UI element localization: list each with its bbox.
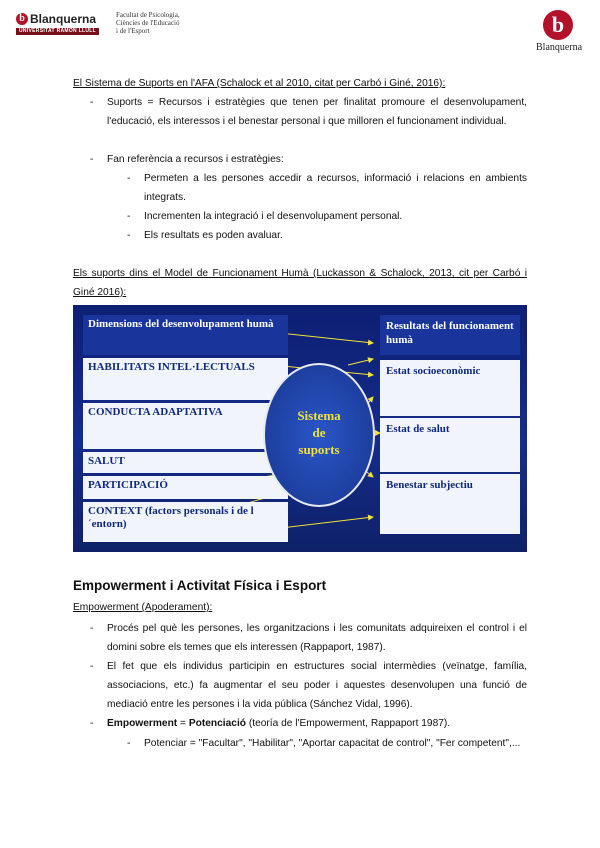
bullet-dash: - [127, 738, 131, 749]
oval-text: Sistema [297, 408, 341, 423]
section-subheading: Empowerment (Apoderament): [73, 602, 213, 613]
sub-list-item: Incrementen la integració i el desenvolupament personal. [144, 211, 403, 222]
logo-brand: Blanquerna [536, 42, 583, 53]
dimensions-header: Dimensions del desenvolupament humà [83, 315, 288, 355]
logo-brand: Blanquerna [30, 11, 97, 26]
result-box: Estat socioeconòmic [380, 360, 520, 416]
section-heading: El Sistema de Suports en l'AFA (Schalock et al 2010, citat per Carbó i Giné, 2016): [73, 78, 446, 89]
results-header: Resultats del funcionament humà [380, 315, 520, 355]
human-functioning-model-figure [73, 305, 527, 552]
section-heading: Els suports dins el Model de Funcionament Humà (Luckasson & Schalock, 2013, cit per Carbó i Giné 2016): [73, 268, 527, 298]
bullet-dash: - [90, 154, 94, 165]
oval-text: de [312, 425, 326, 440]
university-bar: UNIVERSITAT RAMON LLULL [16, 28, 99, 35]
bullet-dash: - [127, 211, 131, 222]
bullet-dash: - [90, 623, 94, 634]
dimension-box: PARTICIPACIÓ [83, 476, 288, 499]
logo-b-icon: b [543, 10, 573, 40]
list-item: Fan referència a recursos i estratègies: [107, 154, 284, 165]
sub-list-item: Els resultats es poden avaluar. [144, 230, 283, 241]
bullet-dash: - [90, 718, 94, 729]
term-potenciacio: Potenciació [188, 718, 247, 729]
list-item: Suports = Recursos i estratègies que tenen per finalitat promoure el desenvolupament, l'educació, els interessos i el benestar personal i que milloren el funcionament individual. [107, 97, 527, 127]
dimension-box: CONTEXT (factors personals i de l´entorn) [83, 502, 288, 542]
blanquerna-logo-right [536, 10, 583, 53]
bullet-dash: - [90, 97, 94, 108]
list-item: El fet que els individus participin en estructures social intermèdies (veïnatge, família, associacions, etc.) fa augmentar el seu poder i aquestes desenvolupen una funció de mediació entre les persones i la vida pública (Sánchez Vidal, 1996). [107, 661, 527, 710]
blanquerna-logo [16, 10, 96, 28]
term-empowerment: Empowerment [107, 718, 178, 729]
sub-list-item: Permeten a les persones accedir a recursos, informació i relacions en ambients integrats. [144, 173, 527, 203]
faculty-name [116, 11, 180, 35]
section-title: Empowerment i Activitat Física i Esport [73, 578, 327, 593]
bullet-dash: - [127, 173, 131, 184]
logo-b-icon: b [16, 13, 28, 25]
result-box: Benestar subjectiu [380, 474, 520, 534]
oval-text: suports [298, 442, 340, 457]
term-reference: (teoría de l'Empowerment, Rappaport 1987). [246, 718, 451, 729]
sub-list-item: Potenciar = "Facultar", "Habilitar", "Aportar capacitat de control", "Fer competent",... [144, 738, 521, 749]
list-item: Procés pel què les persones, les organitzacions i les comunitats adquireixen el control i el domini sobre els temes que els interessen (Rappaport, 1987). [107, 623, 527, 653]
dimension-box: HABILITATS INTEL·LECTUALS [83, 358, 288, 400]
bullet-dash: - [90, 661, 94, 672]
result-box: Estat de salut [380, 418, 520, 472]
list-item [107, 714, 527, 733]
faculty-line: Facultat de Psicologia, [116, 11, 180, 19]
dimension-box: CONDUCTA ADAPTATIVA [83, 403, 288, 449]
dimension-box: SALUT [83, 452, 288, 473]
equals-sign: = [177, 718, 189, 729]
faculty-line: i de l'Esport [116, 27, 150, 35]
bullet-dash: - [127, 230, 131, 241]
faculty-line: Ciències de l'Educació [116, 19, 180, 27]
arrow-line [348, 359, 373, 365]
